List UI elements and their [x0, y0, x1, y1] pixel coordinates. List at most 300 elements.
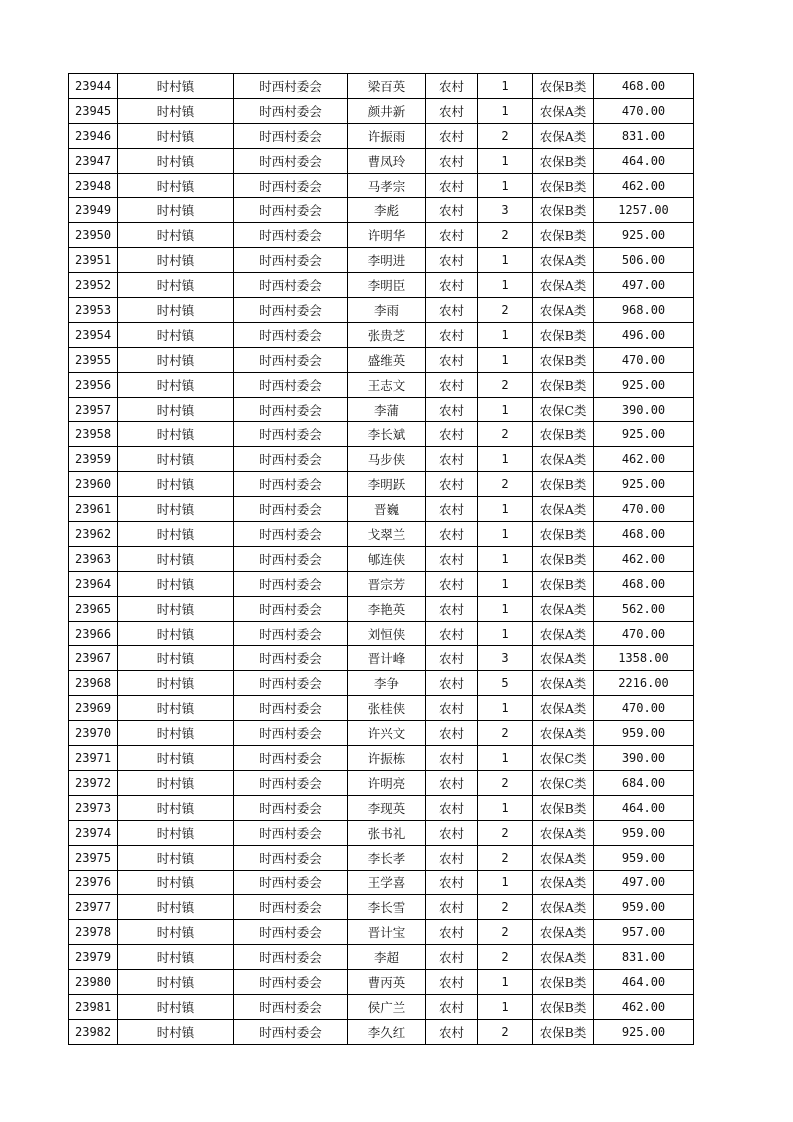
residence-type-cell: 农村 — [426, 74, 478, 99]
amount-cell: 468.00 — [594, 522, 694, 547]
record-id-cell: 23973 — [69, 795, 118, 820]
residence-type-cell: 农村 — [426, 721, 478, 746]
residence-type-cell: 农村 — [426, 1019, 478, 1044]
record-id-cell: 23958 — [69, 422, 118, 447]
record-id-cell: 23947 — [69, 148, 118, 173]
amount-cell: 506.00 — [594, 248, 694, 273]
village-committee-cell: 时西村委会 — [234, 870, 348, 895]
town-cell: 时村镇 — [118, 746, 234, 771]
person-name-cell: 王志文 — [348, 372, 426, 397]
person-name-cell: 李彪 — [348, 198, 426, 223]
town-cell: 时村镇 — [118, 596, 234, 621]
village-committee-cell: 时西村委会 — [234, 298, 348, 323]
amount-cell: 496.00 — [594, 322, 694, 347]
amount-cell: 925.00 — [594, 1019, 694, 1044]
person-name-cell: 李争 — [348, 671, 426, 696]
household-count-cell: 1 — [478, 746, 533, 771]
insurance-category-cell: 农保A类 — [533, 671, 594, 696]
insurance-category-cell: 农保A类 — [533, 945, 594, 970]
village-committee-cell: 时西村委会 — [234, 472, 348, 497]
insurance-category-cell: 农保B类 — [533, 546, 594, 571]
residence-type-cell: 农村 — [426, 920, 478, 945]
amount-cell: 464.00 — [594, 795, 694, 820]
town-cell: 时村镇 — [118, 671, 234, 696]
records-table — [68, 73, 694, 1045]
insurance-category-cell: 农保B类 — [533, 522, 594, 547]
town-cell: 时村镇 — [118, 397, 234, 422]
residence-type-cell: 农村 — [426, 298, 478, 323]
record-id-cell: 23954 — [69, 322, 118, 347]
residence-type-cell: 农村 — [426, 173, 478, 198]
town-cell: 时村镇 — [118, 522, 234, 547]
amount-cell: 497.00 — [594, 273, 694, 298]
village-committee-cell: 时西村委会 — [234, 746, 348, 771]
amount-cell: 2216.00 — [594, 671, 694, 696]
record-id-cell: 23957 — [69, 397, 118, 422]
table-row — [69, 546, 694, 571]
table-row — [69, 596, 694, 621]
village-committee-cell: 时西村委会 — [234, 522, 348, 547]
table-row — [69, 298, 694, 323]
town-cell: 时村镇 — [118, 422, 234, 447]
residence-type-cell: 农村 — [426, 223, 478, 248]
person-name-cell: 曹凤玲 — [348, 148, 426, 173]
household-count-cell: 2 — [478, 123, 533, 148]
amount-cell: 462.00 — [594, 994, 694, 1019]
household-count-cell: 2 — [478, 1019, 533, 1044]
insurance-category-cell: 农保B类 — [533, 970, 594, 995]
village-committee-cell: 时西村委会 — [234, 671, 348, 696]
household-count-cell: 3 — [478, 198, 533, 223]
town-cell: 时村镇 — [118, 173, 234, 198]
residence-type-cell: 农村 — [426, 522, 478, 547]
household-count-cell: 1 — [478, 596, 533, 621]
table-row — [69, 696, 694, 721]
person-name-cell: 王学喜 — [348, 870, 426, 895]
table-row — [69, 970, 694, 995]
person-name-cell: 戈翠兰 — [348, 522, 426, 547]
amount-cell: 470.00 — [594, 696, 694, 721]
person-name-cell: 许振雨 — [348, 123, 426, 148]
town-cell: 时村镇 — [118, 273, 234, 298]
household-count-cell: 1 — [478, 621, 533, 646]
table-row — [69, 198, 694, 223]
record-id-cell: 23969 — [69, 696, 118, 721]
insurance-category-cell: 农保C类 — [533, 397, 594, 422]
insurance-category-cell: 农保B类 — [533, 422, 594, 447]
town-cell: 时村镇 — [118, 770, 234, 795]
town-cell: 时村镇 — [118, 696, 234, 721]
record-id-cell: 23976 — [69, 870, 118, 895]
insurance-category-cell: 农保A类 — [533, 920, 594, 945]
record-id-cell: 23970 — [69, 721, 118, 746]
town-cell: 时村镇 — [118, 198, 234, 223]
record-id-cell: 23959 — [69, 447, 118, 472]
record-id-cell: 23960 — [69, 472, 118, 497]
amount-cell: 959.00 — [594, 820, 694, 845]
village-committee-cell: 时西村委会 — [234, 1019, 348, 1044]
household-count-cell: 1 — [478, 74, 533, 99]
residence-type-cell: 农村 — [426, 322, 478, 347]
table-row — [69, 422, 694, 447]
table-row — [69, 945, 694, 970]
town-cell: 时村镇 — [118, 820, 234, 845]
table-row — [69, 273, 694, 298]
amount-cell: 831.00 — [594, 123, 694, 148]
residence-type-cell: 农村 — [426, 671, 478, 696]
household-count-cell: 2 — [478, 895, 533, 920]
town-cell: 时村镇 — [118, 994, 234, 1019]
insurance-category-cell: 农保B类 — [533, 322, 594, 347]
record-id-cell: 23950 — [69, 223, 118, 248]
table-row — [69, 397, 694, 422]
household-count-cell: 2 — [478, 223, 533, 248]
household-count-cell: 1 — [478, 148, 533, 173]
amount-cell: 831.00 — [594, 945, 694, 970]
town-cell: 时村镇 — [118, 621, 234, 646]
residence-type-cell: 农村 — [426, 945, 478, 970]
insurance-category-cell: 农保B类 — [533, 223, 594, 248]
household-count-cell: 2 — [478, 770, 533, 795]
record-id-cell: 23948 — [69, 173, 118, 198]
residence-type-cell: 农村 — [426, 970, 478, 995]
village-committee-cell: 时西村委会 — [234, 721, 348, 746]
town-cell: 时村镇 — [118, 298, 234, 323]
household-count-cell: 1 — [478, 795, 533, 820]
town-cell: 时村镇 — [118, 795, 234, 820]
record-id-cell: 23968 — [69, 671, 118, 696]
table-row — [69, 746, 694, 771]
insurance-category-cell: 农保B类 — [533, 1019, 594, 1044]
person-name-cell: 张书礼 — [348, 820, 426, 845]
village-committee-cell: 时西村委会 — [234, 148, 348, 173]
household-count-cell: 5 — [478, 671, 533, 696]
residence-type-cell: 农村 — [426, 123, 478, 148]
insurance-category-cell: 农保A类 — [533, 596, 594, 621]
town-cell: 时村镇 — [118, 98, 234, 123]
record-id-cell: 23953 — [69, 298, 118, 323]
town-cell: 时村镇 — [118, 920, 234, 945]
record-id-cell: 23962 — [69, 522, 118, 547]
village-committee-cell: 时西村委会 — [234, 895, 348, 920]
person-name-cell: 张贵芝 — [348, 322, 426, 347]
amount-cell: 684.00 — [594, 770, 694, 795]
town-cell: 时村镇 — [118, 148, 234, 173]
record-id-cell: 23980 — [69, 970, 118, 995]
amount-cell: 462.00 — [594, 173, 694, 198]
person-name-cell: 李现英 — [348, 795, 426, 820]
residence-type-cell: 农村 — [426, 571, 478, 596]
town-cell: 时村镇 — [118, 970, 234, 995]
village-committee-cell: 时西村委会 — [234, 347, 348, 372]
person-name-cell: 李艳英 — [348, 596, 426, 621]
insurance-category-cell: 农保B类 — [533, 472, 594, 497]
person-name-cell: 马步侠 — [348, 447, 426, 472]
residence-type-cell: 农村 — [426, 870, 478, 895]
household-count-cell: 2 — [478, 920, 533, 945]
insurance-category-cell: 农保B类 — [533, 347, 594, 372]
record-id-cell: 23955 — [69, 347, 118, 372]
amount-cell: 925.00 — [594, 223, 694, 248]
amount-cell: 562.00 — [594, 596, 694, 621]
household-count-cell: 2 — [478, 422, 533, 447]
residence-type-cell: 农村 — [426, 596, 478, 621]
town-cell: 时村镇 — [118, 945, 234, 970]
residence-type-cell: 农村 — [426, 372, 478, 397]
residence-type-cell: 农村 — [426, 845, 478, 870]
person-name-cell: 李久红 — [348, 1019, 426, 1044]
household-count-cell: 2 — [478, 945, 533, 970]
record-id-cell: 23964 — [69, 571, 118, 596]
village-committee-cell: 时西村委会 — [234, 596, 348, 621]
table-row — [69, 895, 694, 920]
table-row — [69, 98, 694, 123]
town-cell: 时村镇 — [118, 546, 234, 571]
amount-cell: 1358.00 — [594, 646, 694, 671]
amount-cell: 468.00 — [594, 571, 694, 596]
household-count-cell: 2 — [478, 372, 533, 397]
record-id-cell: 23956 — [69, 372, 118, 397]
record-id-cell: 23946 — [69, 123, 118, 148]
household-count-cell: 1 — [478, 322, 533, 347]
village-committee-cell: 时西村委会 — [234, 945, 348, 970]
household-count-cell: 1 — [478, 397, 533, 422]
town-cell: 时村镇 — [118, 497, 234, 522]
town-cell: 时村镇 — [118, 646, 234, 671]
town-cell: 时村镇 — [118, 845, 234, 870]
table-row — [69, 646, 694, 671]
insurance-category-cell: 农保B类 — [533, 571, 594, 596]
amount-cell: 959.00 — [594, 721, 694, 746]
record-id-cell: 23952 — [69, 273, 118, 298]
record-id-cell: 23981 — [69, 994, 118, 1019]
table-row — [69, 721, 694, 746]
table-row — [69, 74, 694, 99]
record-id-cell: 23966 — [69, 621, 118, 646]
residence-type-cell: 农村 — [426, 273, 478, 298]
table-row — [69, 173, 694, 198]
table-row — [69, 248, 694, 273]
table-row — [69, 571, 694, 596]
household-count-cell: 2 — [478, 820, 533, 845]
record-id-cell: 23961 — [69, 497, 118, 522]
amount-cell: 468.00 — [594, 74, 694, 99]
person-name-cell: 许振栋 — [348, 746, 426, 771]
amount-cell: 464.00 — [594, 970, 694, 995]
record-id-cell: 23963 — [69, 546, 118, 571]
person-name-cell: 郇连侠 — [348, 546, 426, 571]
residence-type-cell: 农村 — [426, 646, 478, 671]
residence-type-cell: 农村 — [426, 621, 478, 646]
person-name-cell: 李超 — [348, 945, 426, 970]
household-count-cell: 1 — [478, 970, 533, 995]
residence-type-cell: 农村 — [426, 198, 478, 223]
household-count-cell: 1 — [478, 273, 533, 298]
residence-type-cell: 农村 — [426, 746, 478, 771]
town-cell: 时村镇 — [118, 347, 234, 372]
village-committee-cell: 时西村委会 — [234, 223, 348, 248]
amount-cell: 968.00 — [594, 298, 694, 323]
person-name-cell: 盛维英 — [348, 347, 426, 372]
village-committee-cell: 时西村委会 — [234, 422, 348, 447]
town-cell: 时村镇 — [118, 571, 234, 596]
residence-type-cell: 农村 — [426, 347, 478, 372]
town-cell: 时村镇 — [118, 74, 234, 99]
record-id-cell: 23971 — [69, 746, 118, 771]
village-committee-cell: 时西村委会 — [234, 98, 348, 123]
town-cell: 时村镇 — [118, 123, 234, 148]
person-name-cell: 李明臣 — [348, 273, 426, 298]
table-row — [69, 372, 694, 397]
amount-cell: 925.00 — [594, 422, 694, 447]
village-committee-cell: 时西村委会 — [234, 571, 348, 596]
insurance-category-cell: 农保A类 — [533, 273, 594, 298]
village-committee-cell: 时西村委会 — [234, 795, 348, 820]
household-count-cell: 1 — [478, 546, 533, 571]
person-name-cell: 曹丙英 — [348, 970, 426, 995]
household-count-cell: 1 — [478, 696, 533, 721]
person-name-cell: 晋计峰 — [348, 646, 426, 671]
amount-cell: 925.00 — [594, 372, 694, 397]
table-row — [69, 795, 694, 820]
amount-cell: 462.00 — [594, 546, 694, 571]
residence-type-cell: 农村 — [426, 422, 478, 447]
village-committee-cell: 时西村委会 — [234, 198, 348, 223]
table-row — [69, 820, 694, 845]
household-count-cell: 1 — [478, 447, 533, 472]
household-count-cell: 2 — [478, 721, 533, 746]
person-name-cell: 梁百英 — [348, 74, 426, 99]
insurance-category-cell: 农保A类 — [533, 497, 594, 522]
household-count-cell: 1 — [478, 870, 533, 895]
person-name-cell: 张桂侠 — [348, 696, 426, 721]
record-id-cell: 23949 — [69, 198, 118, 223]
record-id-cell: 23951 — [69, 248, 118, 273]
amount-cell: 470.00 — [594, 497, 694, 522]
town-cell: 时村镇 — [118, 870, 234, 895]
person-name-cell: 许明亮 — [348, 770, 426, 795]
person-name-cell: 晋宗芳 — [348, 571, 426, 596]
amount-cell: 464.00 — [594, 148, 694, 173]
insurance-category-cell: 农保A类 — [533, 870, 594, 895]
amount-cell: 925.00 — [594, 472, 694, 497]
table-row — [69, 123, 694, 148]
household-count-cell: 2 — [478, 472, 533, 497]
table-row — [69, 497, 694, 522]
insurance-category-cell: 农保A类 — [533, 845, 594, 870]
record-id-cell: 23944 — [69, 74, 118, 99]
town-cell: 时村镇 — [118, 721, 234, 746]
residence-type-cell: 农村 — [426, 795, 478, 820]
insurance-category-cell: 农保A类 — [533, 820, 594, 845]
person-name-cell: 马孝宗 — [348, 173, 426, 198]
table-row — [69, 322, 694, 347]
village-committee-cell: 时西村委会 — [234, 123, 348, 148]
household-count-cell: 1 — [478, 98, 533, 123]
village-committee-cell: 时西村委会 — [234, 497, 348, 522]
village-committee-cell: 时西村委会 — [234, 173, 348, 198]
table-row — [69, 994, 694, 1019]
household-count-cell: 2 — [478, 845, 533, 870]
insurance-category-cell: 农保A类 — [533, 721, 594, 746]
village-committee-cell: 时西村委会 — [234, 621, 348, 646]
residence-type-cell: 农村 — [426, 820, 478, 845]
record-id-cell: 23975 — [69, 845, 118, 870]
record-id-cell: 23965 — [69, 596, 118, 621]
insurance-category-cell: 农保B类 — [533, 994, 594, 1019]
residence-type-cell: 农村 — [426, 497, 478, 522]
amount-cell: 390.00 — [594, 746, 694, 771]
household-count-cell: 1 — [478, 248, 533, 273]
household-count-cell: 1 — [478, 522, 533, 547]
insurance-category-cell: 农保A类 — [533, 248, 594, 273]
village-committee-cell: 时西村委会 — [234, 770, 348, 795]
village-committee-cell: 时西村委会 — [234, 920, 348, 945]
table-row — [69, 347, 694, 372]
person-name-cell: 李明跃 — [348, 472, 426, 497]
record-id-cell: 23967 — [69, 646, 118, 671]
household-count-cell: 1 — [478, 994, 533, 1019]
insurance-category-cell: 农保B类 — [533, 173, 594, 198]
residence-type-cell: 农村 — [426, 895, 478, 920]
insurance-category-cell: 农保A类 — [533, 298, 594, 323]
amount-cell: 497.00 — [594, 870, 694, 895]
residence-type-cell: 农村 — [426, 770, 478, 795]
village-committee-cell: 时西村委会 — [234, 820, 348, 845]
household-count-cell: 2 — [478, 298, 533, 323]
residence-type-cell: 农村 — [426, 696, 478, 721]
household-count-cell: 1 — [478, 347, 533, 372]
village-committee-cell: 时西村委会 — [234, 845, 348, 870]
amount-cell: 957.00 — [594, 920, 694, 945]
residence-type-cell: 农村 — [426, 472, 478, 497]
insurance-category-cell: 农保A类 — [533, 123, 594, 148]
table-row — [69, 223, 694, 248]
village-committee-cell: 时西村委会 — [234, 447, 348, 472]
person-name-cell: 晋计宝 — [348, 920, 426, 945]
person-name-cell: 李蒲 — [348, 397, 426, 422]
town-cell: 时村镇 — [118, 472, 234, 497]
village-committee-cell: 时西村委会 — [234, 696, 348, 721]
record-id-cell: 23982 — [69, 1019, 118, 1044]
person-name-cell: 李明进 — [348, 248, 426, 273]
village-committee-cell: 时西村委会 — [234, 970, 348, 995]
person-name-cell: 许兴文 — [348, 721, 426, 746]
residence-type-cell: 农村 — [426, 994, 478, 1019]
insurance-category-cell: 农保B类 — [533, 74, 594, 99]
insurance-category-cell: 农保A类 — [533, 621, 594, 646]
amount-cell: 470.00 — [594, 347, 694, 372]
village-committee-cell: 时西村委会 — [234, 273, 348, 298]
amount-cell: 959.00 — [594, 895, 694, 920]
person-name-cell: 许明华 — [348, 223, 426, 248]
household-count-cell: 3 — [478, 646, 533, 671]
insurance-category-cell: 农保A类 — [533, 447, 594, 472]
amount-cell: 390.00 — [594, 397, 694, 422]
insurance-category-cell: 农保A类 — [533, 98, 594, 123]
insurance-category-cell: 农保A类 — [533, 646, 594, 671]
record-id-cell: 23979 — [69, 945, 118, 970]
village-committee-cell: 时西村委会 — [234, 248, 348, 273]
table-body — [69, 74, 694, 1045]
residence-type-cell: 农村 — [426, 397, 478, 422]
table-row — [69, 870, 694, 895]
insurance-category-cell: 农保B类 — [533, 148, 594, 173]
table-row — [69, 770, 694, 795]
record-id-cell: 23978 — [69, 920, 118, 945]
insurance-category-cell: 农保A类 — [533, 696, 594, 721]
insurance-category-cell: 农保B类 — [533, 198, 594, 223]
